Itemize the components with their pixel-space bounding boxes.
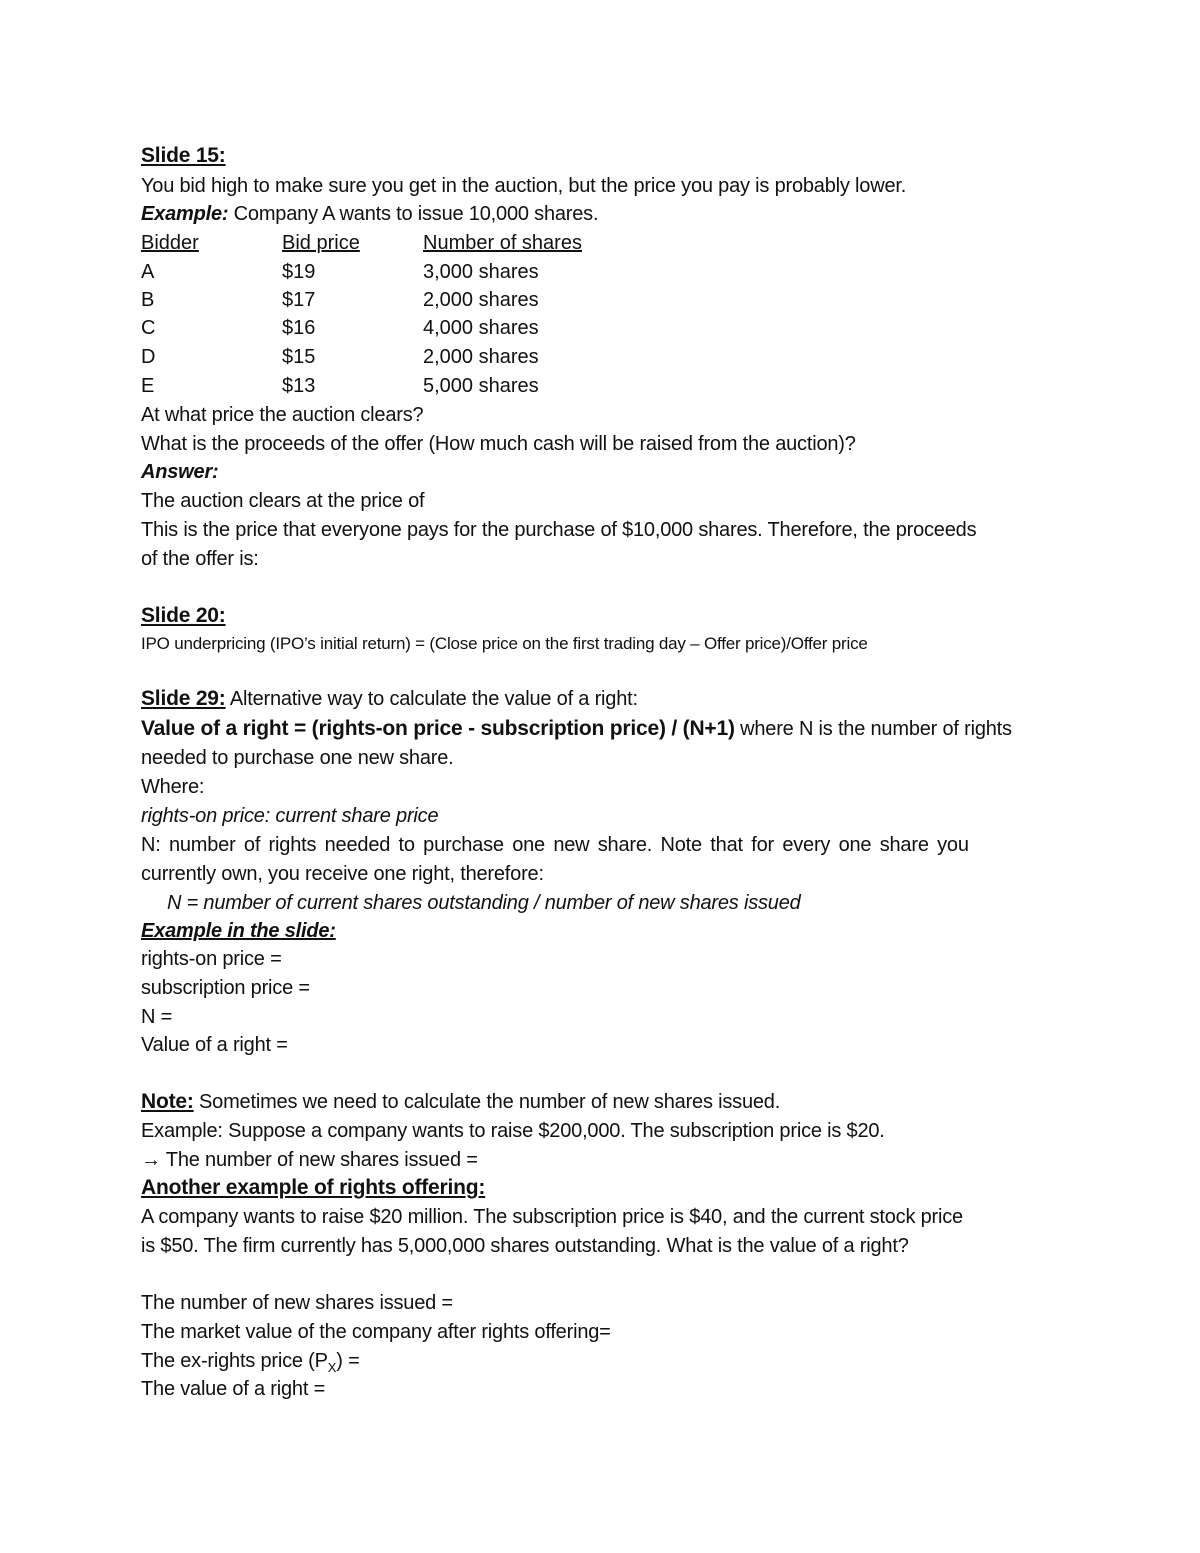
- slide15-intro: You bid high to make sure you get in the auction, but the price you pay is probably lower.: [141, 175, 907, 197]
- slide29-heading-line: [141, 685, 638, 713]
- table-header-bid-price: Bid price: [282, 232, 360, 254]
- slide29-def-1: rights-on price: current share price: [141, 805, 439, 827]
- slide29-formula-rest: where N is the number of rights: [734, 718, 1012, 740]
- table-row: [141, 286, 741, 314]
- table-cell: A: [141, 261, 155, 283]
- ex-rights-post: ) =: [336, 1350, 360, 1372]
- note-arrow-line: [141, 1146, 478, 1174]
- slide29-heading: Slide 29:: [141, 687, 226, 710]
- question-1: At what price the auction clears?: [141, 404, 424, 426]
- table-row: [141, 372, 741, 400]
- example-text: Company A wants to issue 10,000 shares.: [228, 203, 599, 225]
- table-cell: 5,000 shares: [423, 375, 539, 397]
- slide29-ex-2: subscription price =: [141, 977, 310, 999]
- table-cell: 2,000 shares: [423, 289, 539, 311]
- slide29-def-2b: currently own, you receive one right, therefore:: [141, 863, 544, 885]
- table-header-bidder: Bidder: [141, 232, 199, 254]
- note-text: Sometimes we need to calculate the number of new shares issued.: [193, 1091, 781, 1113]
- slide29-ex-1: rights-on price =: [141, 948, 282, 970]
- table-cell: $16: [282, 317, 316, 339]
- question-2: What is the proceeds of the offer (How much cash will be raised from the auction)?: [141, 433, 856, 455]
- slide29-ex-3: N =: [141, 1006, 173, 1028]
- table-row: [141, 343, 741, 371]
- right-arrow-icon: →: [141, 1149, 161, 1171]
- slide29-example-heading: Example in the slide:: [141, 920, 336, 942]
- slide20-formula: IPO underpricing (IPO’s initial return) = (Close price on the first trading day – Offer price)/Offer price: [141, 634, 868, 653]
- table-cell: 3,000 shares: [423, 261, 539, 283]
- note-line: [141, 1088, 780, 1116]
- slide15-example: [141, 200, 598, 228]
- note-arrow-text: The number of new shares issued =: [160, 1149, 478, 1171]
- another-paragraph-2: is $50. The firm currently has 5,000,000 shares outstanding. What is the value of a right?: [141, 1235, 909, 1257]
- slide29-formula-cont: needed to purchase one new share.: [141, 747, 454, 769]
- table-cell: C: [141, 317, 156, 339]
- note-example: Example: Suppose a company wants to raise $200,000. The subscription price is $20.: [141, 1120, 885, 1142]
- answer-line-2: This is the price that everyone pays for the purchase of $10,000 shares. Therefore, the proceeds: [141, 519, 977, 541]
- another-line-2: The market value of the company after rights offering=: [141, 1321, 611, 1343]
- table-cell: $17: [282, 289, 316, 311]
- slide29-heading-rest: Alternative way to calculate the value of a right:: [225, 688, 638, 710]
- slide29-def-2: N: number of rights needed to purchase one new share. Note that for every one share you: [141, 834, 969, 856]
- table-cell: 4,000 shares: [423, 317, 539, 339]
- another-line-4: The value of a right =: [141, 1378, 326, 1400]
- ex-rights-pre: The ex-rights price (P: [141, 1350, 328, 1372]
- answer-line-3: of the offer is:: [141, 548, 259, 570]
- table-row: [141, 258, 741, 286]
- another-line-1: The number of new shares issued =: [141, 1292, 453, 1314]
- table-header-shares: Number of shares: [423, 232, 582, 254]
- slide20-heading: Slide 20:: [141, 604, 226, 627]
- table-row: [141, 314, 741, 342]
- table-cell: E: [141, 375, 155, 397]
- example-label: Example:: [141, 203, 229, 225]
- slide29-formula-line: [141, 715, 1012, 743]
- slide29-ex-4: Value of a right =: [141, 1034, 288, 1056]
- slide29-formula: Value of a right = (rights-on price - subscription price) / (N+1): [141, 717, 735, 740]
- table-cell: $19: [282, 261, 316, 283]
- table-cell: B: [141, 289, 155, 311]
- table-cell: $13: [282, 375, 316, 397]
- ex-rights-sub: X: [327, 1360, 337, 1375]
- another-heading: Another example of rights offering:: [141, 1176, 486, 1199]
- slide29-where: Where:: [141, 776, 205, 798]
- answer-label: Answer:: [141, 461, 219, 483]
- table-cell: $15: [282, 346, 316, 368]
- table-cell: D: [141, 346, 156, 368]
- table-header-row: [141, 229, 741, 257]
- note-label: Note:: [141, 1090, 194, 1113]
- another-paragraph-1: A company wants to raise $20 million. The subscription price is $40, and the current stock price: [141, 1206, 963, 1228]
- slide15-heading: Slide 15:: [141, 144, 226, 167]
- table-cell: 2,000 shares: [423, 346, 539, 368]
- answer-line-1: The auction clears at the price of: [141, 490, 425, 512]
- slide29-def-3: N = number of current shares outstanding / number of new shares issued: [167, 892, 801, 914]
